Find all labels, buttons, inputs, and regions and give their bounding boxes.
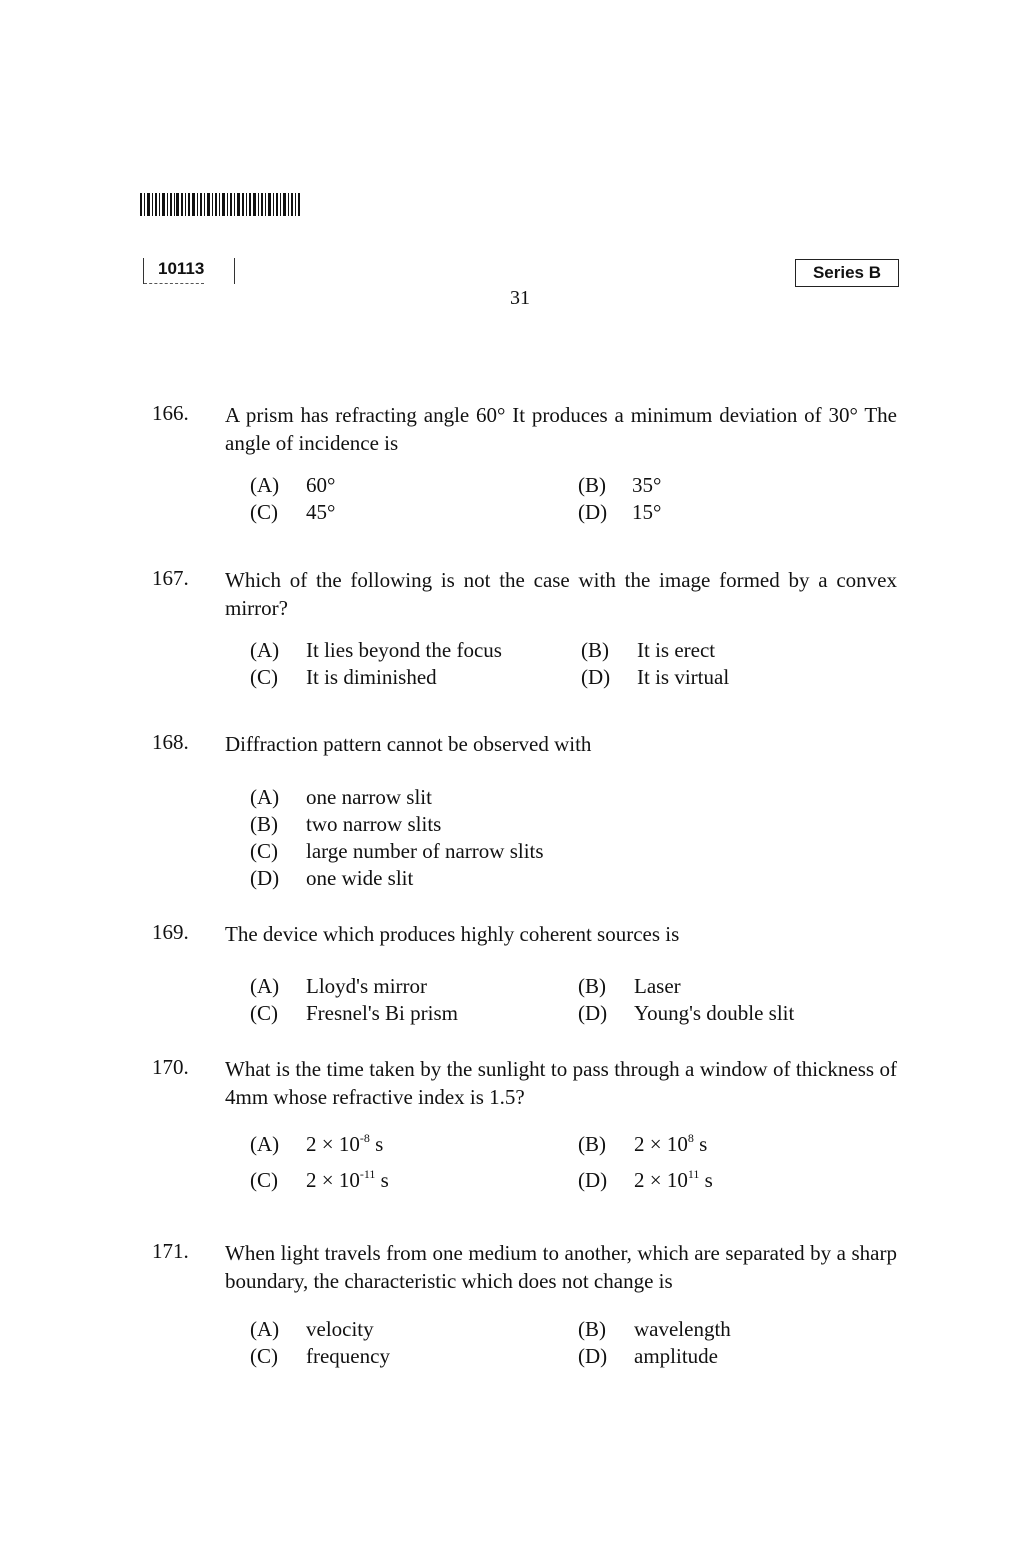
option-label: (A) [250,473,280,497]
option-label: (B) [578,974,606,998]
option-b[interactable] [578,473,661,498]
option-d[interactable] [578,1001,794,1026]
option-b[interactable] [578,1317,731,1342]
option-base: 2 × 10 [306,1168,360,1192]
option-text: 60° [306,473,336,497]
option-label: (C) [250,1344,278,1368]
question-number: 167. [152,566,189,590]
question-text: The device which produces highly coherent sources is [225,922,680,946]
option-d[interactable] [581,665,729,690]
option-d[interactable] [578,1167,713,1193]
question-171 [152,1239,897,1371]
option-label: (D) [578,500,608,524]
option-text: Laser [634,974,681,998]
option-c[interactable] [250,500,335,525]
options [250,638,897,692]
option-a[interactable] [250,1131,383,1157]
option-b[interactable] [250,811,897,838]
question-text: A prism has refracting angle 60° It produces a minimum deviation of 30° The angle of incidence is [225,403,897,455]
option-label: (C) [250,665,278,689]
question-text: Which of the following is not the case with the image formed by a convex mirror? [225,568,897,620]
option-label: (B) [578,1132,606,1156]
option-exponent: 8 [687,1131,694,1145]
option-base: 2 × 10 [634,1132,688,1156]
question-170 [152,1055,897,1203]
option-label: (D) [578,1344,608,1368]
question-number: 171. [152,1239,189,1263]
option-a[interactable] [250,473,335,498]
option-text: frequency [306,1344,390,1368]
option-text: two narrow slits [306,812,442,836]
option-text: amplitude [634,1344,718,1368]
option-unit: s [699,1132,708,1156]
question-number: 166. [152,401,189,425]
option-label: (C) [250,500,278,524]
question-text: When light travels from one medium to another, which are separated by a sharp boundary, the characteristic which does not change is [225,1241,897,1293]
option-b[interactable] [581,638,715,663]
question-text: Diffraction pattern cannot be observed with [225,732,592,756]
page-number: 31 [510,287,530,309]
option-c[interactable] [250,1344,390,1369]
option-label: (B) [250,812,278,836]
option-c[interactable] [250,665,437,690]
option-exponent: -11 [359,1167,376,1181]
option-d[interactable] [578,500,661,525]
option-text: 15° [632,500,662,524]
option-label: (D) [581,665,611,689]
option-label: (B) [578,473,606,497]
series-badge: Series B [795,259,899,287]
option-label: (A) [250,974,280,998]
option-a[interactable] [250,974,427,999]
option-text: It is erect [637,638,716,662]
option-c[interactable] [250,1001,458,1026]
options [250,974,897,1028]
option-text: Young's double slit [634,1001,795,1025]
option-text: It is virtual [637,665,730,689]
option-label: (C) [250,1001,278,1025]
option-b[interactable] [578,974,681,999]
option-c[interactable] [250,838,897,865]
paper-code: 10113 [143,258,235,284]
option-d[interactable] [250,865,897,892]
question-166 [152,401,897,527]
options [250,1131,897,1203]
option-exponent: -8 [359,1131,370,1145]
option-label: (D) [578,1001,608,1025]
barcode [140,193,300,216]
options [250,473,897,527]
option-label: (A) [250,638,280,662]
options [250,784,897,892]
option-text: wavelength [634,1317,731,1341]
option-text: 35° [632,473,662,497]
option-label: (C) [250,839,278,863]
option-label: (B) [578,1317,606,1341]
option-label: (A) [250,785,280,809]
option-base: 2 × 10 [306,1132,360,1156]
option-text: velocity [306,1317,374,1341]
option-text: one wide slit [306,866,414,890]
option-label: (B) [581,638,609,662]
question-text: What is the time taken by the sunlight to pass through a window of thickness of 4mm whose refractive index is 1.5? [225,1057,897,1109]
option-c[interactable] [250,1167,389,1193]
option-a[interactable] [250,1317,374,1342]
option-base: 2 × 10 [634,1168,688,1192]
option-label: (C) [250,1168,278,1192]
options [250,1317,897,1371]
option-text: large number of narrow slits [306,839,544,863]
option-text: 45° [306,500,336,524]
question-169 [152,920,897,1028]
option-text: one narrow slit [306,785,432,809]
option-text: Lloyd's mirror [306,974,428,998]
option-label: (A) [250,1132,280,1156]
option-a[interactable] [250,784,897,811]
option-label: (A) [250,1317,280,1341]
option-unit: s [380,1168,389,1192]
option-text: It is diminished [306,665,437,689]
question-168 [152,730,897,892]
question-number: 169. [152,920,189,944]
option-text: Fresnel's Bi prism [306,1001,458,1025]
question-number: 168. [152,730,189,754]
option-exponent: 11 [687,1167,700,1181]
option-label: (D) [250,866,280,890]
option-a[interactable] [250,638,502,663]
option-label: (D) [578,1168,608,1192]
question-167 [152,566,897,692]
option-unit: s [375,1132,384,1156]
question-number: 170. [152,1055,189,1079]
option-b[interactable] [578,1131,707,1157]
option-text: It lies beyond the focus [306,638,502,662]
option-d[interactable] [578,1344,718,1369]
option-unit: s [704,1168,713,1192]
